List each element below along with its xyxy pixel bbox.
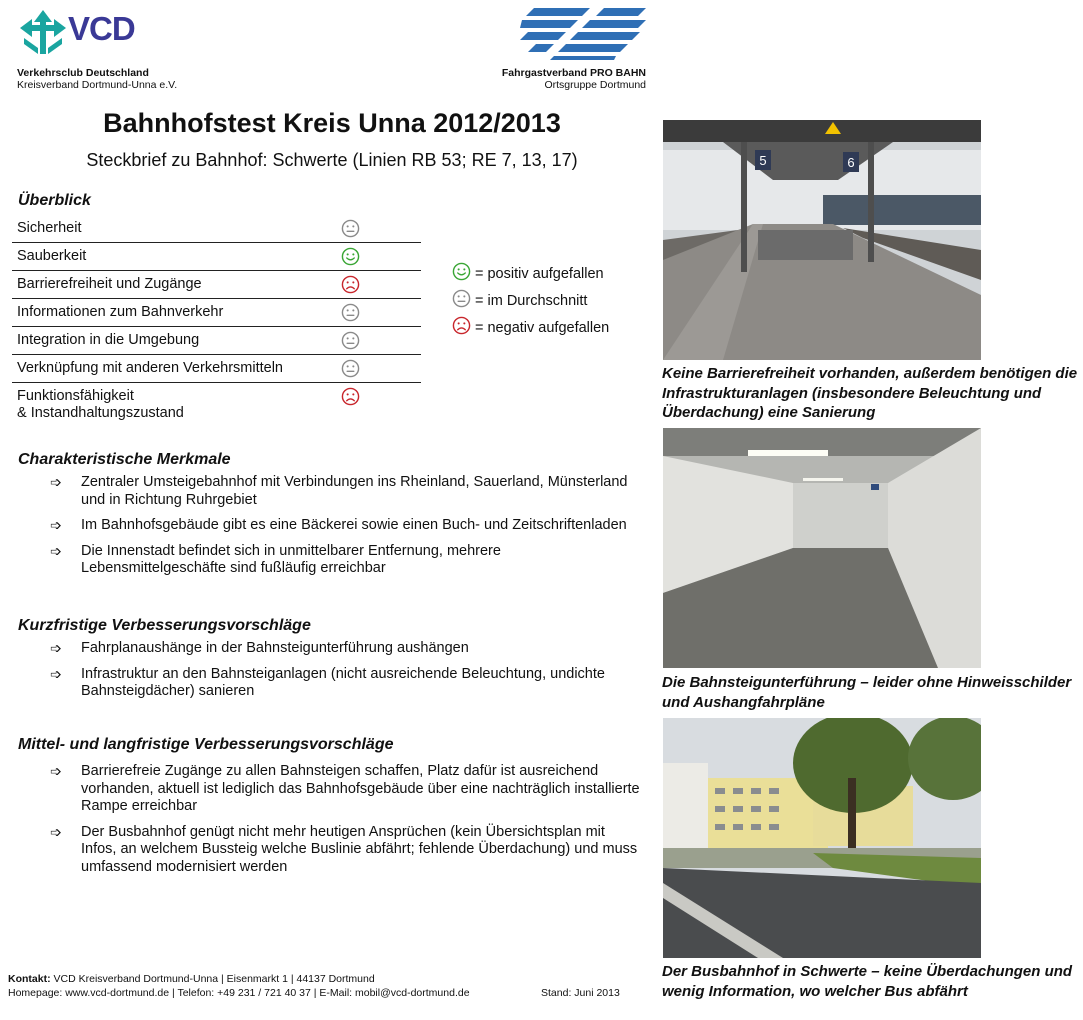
bullet-arrow-icon: ➩ [50,517,62,533]
overview-label [12,355,341,377]
list-item [50,640,640,658]
overview-row [12,383,421,427]
list-item-text: Im Bahnhofsgebäude gibt es eine Bäckerei sowie einen Buch- und Zeitschriftenladen [81,517,627,533]
underpass-photo [663,428,981,668]
neutral-smiley-icon [452,289,475,312]
overview-label [12,383,341,422]
vcd-org-name: Verkehrsclub Deutschland [17,67,149,79]
legend-negative [452,314,609,341]
neutral-smiley-icon [341,215,361,242]
neutral-smiley-icon [341,299,361,326]
platform-sign-6: 6 [847,155,855,170]
overview-label-text: Sauberkeit [17,248,87,264]
footer-contact-label: Kontakt: [8,973,51,985]
list-item [50,763,640,816]
overview-row [12,271,421,299]
overview-label-text: Barrierefreiheit und Zugänge [17,276,202,292]
overview-table [12,215,421,427]
overview-row [12,355,421,383]
overview-row [12,327,421,355]
negative-smiley-icon [452,316,475,339]
lang-heading: Mittel- und langfristige Verbesserungsvorschläge [18,736,394,753]
list-item-text: Fahrplanaushänge in der Bahnsteigunterführung aushängen [81,640,469,656]
list-item-text: Zentraler Umsteigebahnhof mit Verbindungen ins Rheinland, Sauerland, Münsterland und in Richtung Ruhrgebiet [81,474,628,508]
list-item [50,666,640,701]
vcd-org [17,67,177,91]
photo-caption-2: Die Bahnsteigunterführung – leider ohne Hinweisschilder und Aushangfahrpläne [662,674,1072,711]
overview-heading: Überblick [18,192,91,209]
legend-neutral-label: = im Durchschnitt [475,292,588,309]
bullet-arrow-icon: ➩ [50,640,62,656]
overview-label-text: Integration in die Umgebung [17,332,200,348]
overview-label-text: Funktionsfähigkeit [17,388,134,404]
photo-caption-1: Keine Barrierefreiheit vorhanden, außerdem benötigen die Infrastrukturanlagen (insbesondere Beleuchtung und Überdachung) eine Sanierung [662,365,1078,421]
platform-sign-5: 5 [759,153,767,168]
kurz-list [50,640,640,709]
footer-contact: VCD Kreisverband Dortmund-Unna | Eisenmarkt 1 | 44137 Dortmund [53,973,375,985]
negative-smiley-icon [341,383,361,410]
legend-negative-label: = negativ aufgefallen [475,319,610,336]
overview-row [12,299,421,327]
pro-bahn-org [460,67,646,91]
positive-smiley-icon [452,262,475,285]
vcd-logo-icon [18,8,68,56]
neutral-smiley-icon [341,327,361,354]
merkmale-heading: Charakteristische Merkmale [18,451,231,468]
list-item [50,517,640,535]
overview-label-text: Verknüpfung mit anderen Verkehrsmitteln [17,360,283,376]
bullet-arrow-icon: ➩ [50,763,62,779]
footer-homepage: Homepage: www.vcd-dortmund.de | Telefon: +49 231 / 721 40 37 | E-Mail: mobil@vcd-dortmund.de [8,987,470,999]
bullet-arrow-icon: ➩ [50,665,62,682]
list-item-text: Der Busbahnhof genügt nicht mehr heutigen Ansprüchen (kein Übersichtsplan mit Infos, an welchem Bussteig welche Buslinie abfährt; fehlende Überdachung) und muss umfassend modernisiert werden [81,823,638,875]
legend-positive [452,260,609,287]
overview-label [12,299,341,321]
overview-row [12,215,421,243]
overview-label-text-2: & Instandhaltungszustand [17,405,184,421]
bullet-arrow-icon: ➩ [50,823,62,840]
list-item-text: Die Innenstadt befindet sich in unmittelbarer Entfernung, mehrere Lebensmittelgeschäfte sind fußläufig erreichbar [81,542,501,576]
footer [8,972,470,1000]
bullet-arrow-icon: ➩ [50,474,62,490]
legend-neutral [452,287,609,314]
overview-label [12,327,341,349]
platform-photo [663,120,981,360]
kurz-heading: Kurzfristige Verbesserungsvorschläge [18,617,311,634]
overview-label [12,271,341,293]
page-subtitle: Steckbrief zu Bahnhof: Schwerte (Linien RB 53; RE 7, 13, 17) [86,150,578,170]
pro-bahn-org-name: Fahrgastverband PRO BAHN [501,67,646,79]
list-item [50,824,640,877]
photo-caption-3: Der Busbahnhof in Schwerte – keine Überdachungen und wenig Information, wo welcher Bus abfährt [662,963,1073,1000]
merkmale-list [50,474,640,586]
list-item-text: Infrastruktur an den Bahnsteiganlagen (nicht ausreichende Beleuchtung, undichte Bahnsteigdächer) sanieren [81,665,605,699]
overview-row [12,243,421,271]
legend-positive-label: = positiv aufgefallen [475,265,604,282]
overview-label [12,215,341,237]
overview-label [12,243,341,265]
list-item [50,474,640,509]
positive-smiley-icon [341,243,361,270]
negative-smiley-icon [341,271,361,298]
list-item [50,543,640,578]
pro-bahn-org-sub: Ortsgruppe Dortmund [544,79,646,91]
page-title: Bahnhofstest Kreis Unna 2012/2013 [103,108,561,138]
bus-station-photo [663,718,981,958]
rating-legend [452,260,609,341]
list-item-text: Barrierefreie Zugänge zu allen Bahnsteigen schaffen, Platz dafür ist ausreichend vorhanden, aktuell ist lediglich das Bahnhofsgebäude über eine nachträglich installierte Rampe erreichbar [81,763,640,814]
vcd-org-sub: Kreisverband Dortmund-Unna e.V. [17,79,178,91]
lang-list [50,763,640,884]
overview-label-text: Sicherheit [17,220,82,236]
bullet-arrow-icon: ➩ [50,542,62,559]
overview-label-text: Informationen zum Bahnverkehr [17,304,224,320]
neutral-smiley-icon [341,355,361,382]
footer-stand: Stand: Juni 2013 [541,987,620,999]
pro-bahn-logo-icon [520,6,648,60]
vcd-logo-text: VCD [68,10,135,47]
